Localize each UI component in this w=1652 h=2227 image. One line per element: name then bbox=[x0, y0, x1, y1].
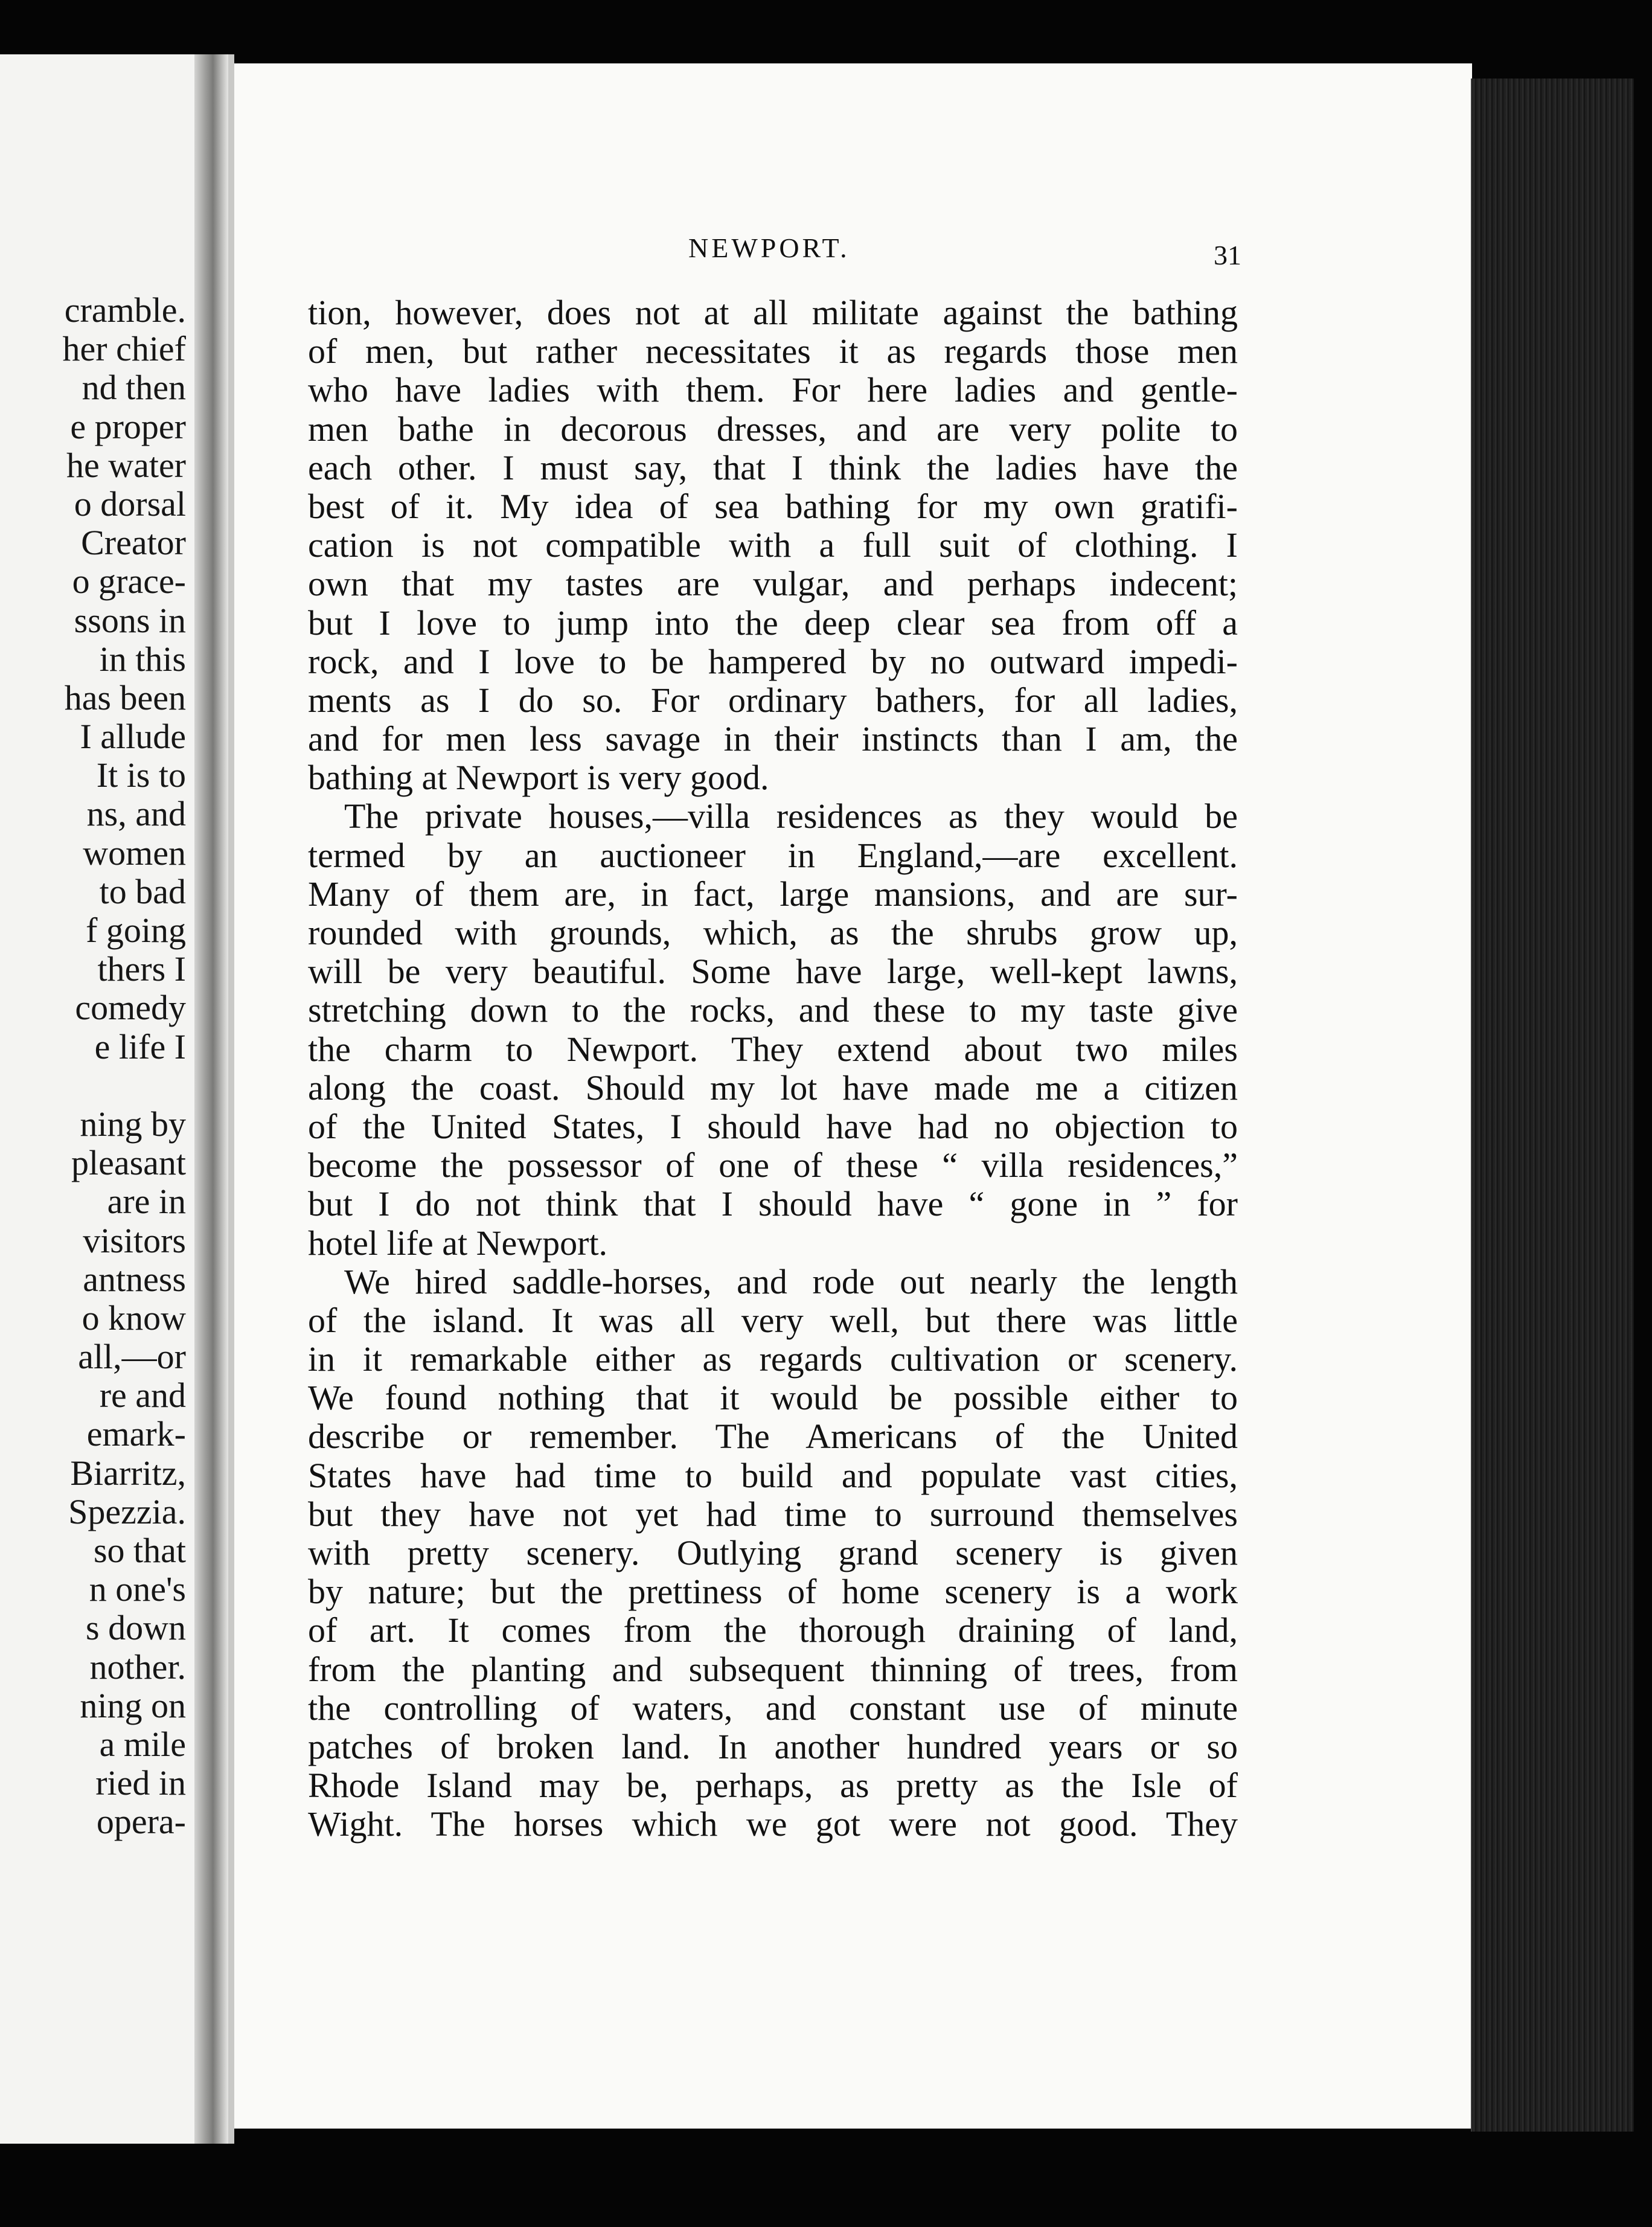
previous-page-line: e proper bbox=[70, 406, 186, 446]
text-line: rock, and I love to be hampered by no outward impedi- bbox=[308, 641, 1238, 681]
previous-page-line: emark- bbox=[86, 1414, 186, 1454]
previous-page-line: f going bbox=[86, 911, 186, 950]
text-line: who have ladies with them. For here ladies and gentle- bbox=[308, 370, 1238, 410]
previous-page-line: nd then bbox=[82, 368, 186, 408]
page-number: 31 bbox=[1214, 240, 1241, 271]
previous-page-line: so that bbox=[93, 1531, 186, 1570]
previous-page-line: all,—or bbox=[78, 1337, 186, 1377]
text-line: will be very beautiful. Some have large, well-kept lawns, bbox=[308, 952, 1238, 992]
previous-page-line: cramble. bbox=[64, 290, 186, 330]
previous-page-line: her chief bbox=[62, 329, 186, 369]
previous-page-line: o know bbox=[82, 1298, 186, 1338]
text-line: We hired saddle-horses, and rode out nearly the length bbox=[344, 1261, 1238, 1301]
running-head: NEWPORT. bbox=[688, 232, 850, 263]
text-line: ments as I do so. For ordinary bathers, for all ladies, bbox=[308, 680, 1238, 720]
text-line: become the possessor of one of these “ villa residences,” bbox=[308, 1146, 1238, 1185]
text-line: of the island. It was all very well, but there was little bbox=[308, 1300, 1238, 1340]
previous-page-line: women bbox=[83, 833, 186, 873]
previous-page-line: he water bbox=[66, 445, 186, 485]
text-line: termed by an auctioneer in England,—are excellent. bbox=[308, 835, 1238, 875]
previous-page bbox=[0, 54, 199, 2144]
text-line: along the coast. Should my lot have made me a citizen bbox=[308, 1068, 1238, 1107]
previous-page-line: re and bbox=[99, 1376, 186, 1415]
text-line: of the United States, I should have had no objection to bbox=[308, 1106, 1238, 1146]
previous-page-line: thers I bbox=[97, 949, 186, 989]
gutter-shadow bbox=[228, 54, 234, 2144]
text-line: but I do not think that I should have “ gone in ” for bbox=[308, 1184, 1238, 1224]
book-gutter bbox=[194, 54, 228, 2144]
previous-page-line: It is to bbox=[96, 755, 186, 795]
previous-page-line: in this bbox=[99, 639, 186, 679]
text-line: Rhode Island may be, perhaps, as pretty as the Isle of bbox=[308, 1766, 1238, 1806]
previous-page-line: o grace- bbox=[72, 562, 186, 601]
text-line: States have had time to build and populate vast cities, bbox=[308, 1455, 1238, 1495]
text-line: describe or remember. The Americans of the United bbox=[308, 1417, 1238, 1456]
previous-page-line: e life I bbox=[94, 1027, 186, 1066]
text-line: tion, however, does not at all militate against the bathing bbox=[308, 293, 1238, 332]
previous-page-line: nother. bbox=[89, 1647, 186, 1687]
previous-page-line: has been bbox=[64, 678, 186, 717]
text-line: We found nothing that it would be possible either to bbox=[308, 1378, 1238, 1418]
text-line: hotel life at Newport. bbox=[308, 1223, 608, 1263]
previous-page-line: are in bbox=[107, 1182, 186, 1222]
previous-page-line: I allude bbox=[80, 717, 186, 757]
text-line: each other. I must say, that I think the ladies have the bbox=[308, 447, 1238, 487]
book-page-edges bbox=[1472, 79, 1634, 2132]
text-line: cation is not compatible with a full suit of clothing. I bbox=[308, 525, 1238, 565]
previous-page-line: ning on bbox=[80, 1685, 186, 1725]
text-line: bathing at Newport is very good. bbox=[308, 758, 769, 798]
text-line: the controlling of waters, and constant use of minute bbox=[308, 1688, 1238, 1728]
previous-page-text bbox=[0, 291, 186, 1842]
previous-page-line bbox=[0, 1066, 186, 1105]
previous-page-line: comedy bbox=[75, 988, 186, 1028]
previous-page-line: visitors bbox=[83, 1220, 186, 1260]
previous-page-line: Creator bbox=[81, 523, 186, 563]
text-line: patches of broken land. In another hundred years or so bbox=[308, 1726, 1238, 1766]
previous-page-line: Biarritz, bbox=[70, 1453, 186, 1493]
previous-page-line: ssons in bbox=[74, 600, 186, 640]
text-line: Many of them are, in fact, large mansions, and are sur- bbox=[308, 874, 1238, 914]
previous-page-line: ried in bbox=[95, 1763, 186, 1803]
previous-page-line: ns, and bbox=[86, 794, 186, 834]
text-line: but I love to jump into the deep clear sea from off a bbox=[308, 603, 1238, 642]
previous-page-line: s down bbox=[86, 1608, 186, 1648]
previous-page-line: opera- bbox=[96, 1802, 186, 1842]
text-line: by nature; but the prettiness of home scenery is a work bbox=[308, 1572, 1238, 1612]
text-line: with pretty scenery. Outlying grand scenery is given bbox=[308, 1533, 1238, 1572]
text-line: Wight. The horses which we got were not good. They bbox=[308, 1804, 1238, 1844]
previous-page-line: to bad bbox=[99, 871, 186, 911]
text-line: of art. It comes from the thorough draining of land, bbox=[308, 1610, 1238, 1650]
text-line: stretching down to the rocks, and these to my taste give bbox=[308, 990, 1238, 1030]
text-line: rounded with grounds, which, as the shrubs grow up, bbox=[308, 913, 1238, 952]
text-line: best of it. My idea of sea bathing for my own gratifi- bbox=[308, 486, 1238, 526]
previous-page-line: Spezzia. bbox=[68, 1492, 186, 1531]
text-line: in it remarkable either as regards cultivation or scenery. bbox=[308, 1339, 1238, 1379]
previous-page-line: o dorsal bbox=[74, 484, 186, 524]
text-line: the charm to Newport. They extend about two miles bbox=[308, 1029, 1238, 1069]
previous-page-line: pleasant bbox=[71, 1143, 186, 1183]
text-line: own that my tastes are vulgar, and perhaps indecent; bbox=[308, 564, 1238, 604]
previous-page-line: ning by bbox=[80, 1104, 186, 1144]
text-line: men bathe in decorous dresses, and are very polite to bbox=[308, 409, 1238, 449]
text-line: The private houses,—villa residences as they would be bbox=[344, 796, 1238, 836]
previous-page-line: antness bbox=[83, 1259, 186, 1299]
text-line: and for men less savage in their instincts than I am, the bbox=[308, 719, 1238, 759]
text-line: from the planting and subsequent thinning of trees, from bbox=[308, 1649, 1238, 1689]
page-body-text bbox=[308, 293, 1238, 1844]
text-line: of men, but rather necessitates it as regards those men bbox=[308, 332, 1238, 371]
previous-page-line: a mile bbox=[99, 1724, 186, 1764]
text-line: but they have not yet had time to surround themselves bbox=[308, 1494, 1238, 1534]
previous-page-line: n one's bbox=[89, 1569, 186, 1609]
